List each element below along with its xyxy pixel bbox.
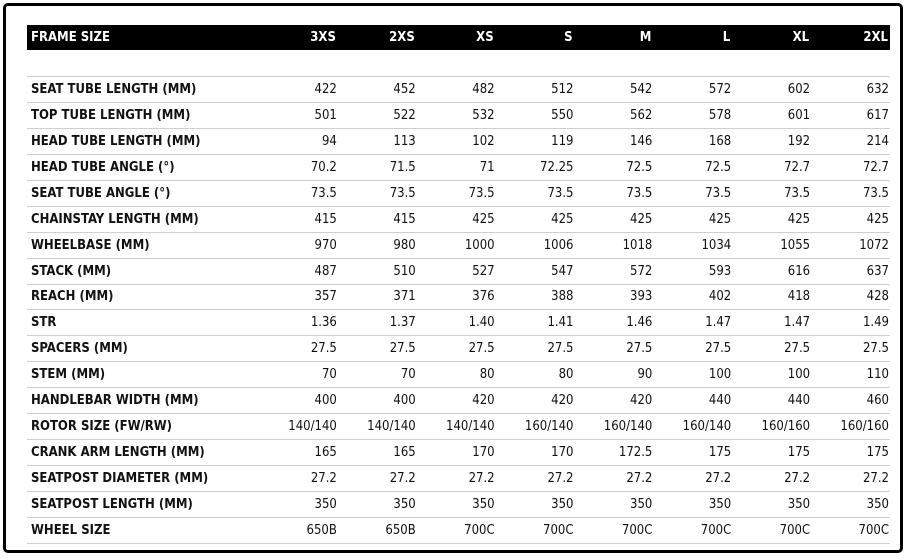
row-label: SPACERS (MM)	[27, 336, 259, 362]
cell-value: 113	[338, 128, 417, 154]
row-label: HEAD TUBE LENGTH (MM)	[27, 128, 259, 154]
cell-value: 160/160	[732, 414, 811, 440]
row-label: HEAD TUBE ANGLE (°)	[27, 154, 259, 180]
cell-value: 980	[338, 232, 417, 258]
header-size: XL	[792, 30, 810, 45]
cell-value: 72.7	[732, 154, 811, 180]
cell-value: 140/140	[338, 414, 417, 440]
row-label: SEATPOST LENGTH (MM)	[27, 492, 259, 518]
cell-value: 617	[811, 102, 890, 128]
row-label: WHEELBASE (MM)	[27, 232, 259, 258]
cell-value: 214	[811, 128, 890, 154]
cell-value: 73.5	[259, 180, 338, 206]
cell-value: 428	[811, 284, 890, 310]
cell-value: 73.5	[496, 180, 575, 206]
cell-value: 376	[417, 284, 496, 310]
cell-value: 1.40	[417, 310, 496, 336]
row-label: SEAT TUBE LENGTH (MM)	[27, 77, 259, 103]
cell-value: 1.49	[811, 310, 890, 336]
cell-value: 420	[496, 388, 575, 414]
cell-value: 27.2	[811, 466, 890, 492]
cell-value: 616	[732, 258, 811, 284]
cell-value: 700C	[417, 517, 496, 543]
cell-value: 420	[575, 388, 654, 414]
cell-value: 602	[732, 77, 811, 103]
cell-value: 650B	[259, 517, 338, 543]
cell-value: 175	[811, 440, 890, 466]
cell-value: 168	[653, 128, 732, 154]
cell-value: 510	[338, 258, 417, 284]
table-row	[27, 128, 890, 154]
table-row	[27, 180, 890, 206]
cell-value: 425	[653, 206, 732, 232]
table-row	[27, 310, 890, 336]
cell-value: 1.46	[575, 310, 654, 336]
cell-value: 73.5	[811, 180, 890, 206]
cell-value: 501	[259, 102, 338, 128]
header-frame-size: FRAME SIZE	[31, 30, 110, 45]
cell-value: 700C	[575, 517, 654, 543]
cell-value: 102	[417, 128, 496, 154]
cell-value: 27.2	[732, 466, 811, 492]
cell-value: 400	[259, 388, 338, 414]
cell-value: 357	[259, 284, 338, 310]
table-row	[27, 466, 890, 492]
cell-value: 27.5	[417, 336, 496, 362]
cell-value: 482	[417, 77, 496, 103]
cell-value: 532	[417, 102, 496, 128]
cell-value: 1.37	[338, 310, 417, 336]
cell-value: 73.5	[653, 180, 732, 206]
table-row	[27, 388, 890, 414]
header-size: 2XS	[389, 30, 415, 45]
cell-value: 160/140	[496, 414, 575, 440]
table-row	[27, 206, 890, 232]
row-label: REACH (MM)	[27, 284, 259, 310]
row-label: CRANK ARM LENGTH (MM)	[27, 440, 259, 466]
cell-value: 1034	[653, 232, 732, 258]
cell-value: 80	[496, 362, 575, 388]
cell-value: 350	[338, 492, 417, 518]
cell-value: 400	[338, 388, 417, 414]
cell-value: 572	[575, 258, 654, 284]
cell-value: 460	[811, 388, 890, 414]
header-size: 2XL	[863, 30, 888, 45]
cell-value: 350	[732, 492, 811, 518]
cell-value: 27.5	[653, 336, 732, 362]
row-label: TOP TUBE LENGTH (MM)	[27, 102, 259, 128]
cell-value: 1006	[496, 232, 575, 258]
table-row	[27, 362, 890, 388]
cell-value: 72.7	[811, 154, 890, 180]
cell-value: 1.41	[496, 310, 575, 336]
table-row	[27, 517, 890, 543]
cell-value: 700C	[653, 517, 732, 543]
cell-value: 350	[417, 492, 496, 518]
geometry-chart-frame	[3, 3, 903, 553]
cell-value: 637	[811, 258, 890, 284]
cell-value: 522	[338, 102, 417, 128]
cell-value: 1000	[417, 232, 496, 258]
cell-value: 27.2	[575, 466, 654, 492]
cell-value: 70	[338, 362, 417, 388]
cell-value: 80	[417, 362, 496, 388]
cell-value: 27.2	[259, 466, 338, 492]
cell-value: 601	[732, 102, 811, 128]
cell-value: 165	[338, 440, 417, 466]
cell-value: 27.5	[811, 336, 890, 362]
cell-value: 27.5	[732, 336, 811, 362]
table-row	[27, 284, 890, 310]
cell-value: 422	[259, 77, 338, 103]
table-row	[27, 102, 890, 128]
cell-value: 175	[732, 440, 811, 466]
header-size: S	[564, 30, 573, 45]
row-label: CHAINSTAY LENGTH (MM)	[27, 206, 259, 232]
cell-value: 170	[496, 440, 575, 466]
cell-value: 402	[653, 284, 732, 310]
cell-value: 27.2	[496, 466, 575, 492]
table-row	[27, 336, 890, 362]
header-row	[27, 25, 890, 50]
cell-value: 512	[496, 77, 575, 103]
cell-value: 165	[259, 440, 338, 466]
cell-value: 175	[653, 440, 732, 466]
cell-value: 578	[653, 102, 732, 128]
cell-value: 1.36	[259, 310, 338, 336]
row-label: SEATPOST DIAMETER (MM)	[27, 466, 259, 492]
cell-value: 425	[732, 206, 811, 232]
cell-value: 27.2	[417, 466, 496, 492]
cell-value: 72.5	[653, 154, 732, 180]
cell-value: 160/160	[811, 414, 890, 440]
header-size: L	[722, 30, 731, 45]
spacer-row	[27, 50, 890, 77]
geometry-table	[27, 25, 890, 544]
row-label: STEM (MM)	[27, 362, 259, 388]
header-size: XS	[476, 30, 494, 45]
cell-value: 440	[732, 388, 811, 414]
cell-value: 172.5	[575, 440, 654, 466]
cell-value: 452	[338, 77, 417, 103]
cell-value: 393	[575, 284, 654, 310]
cell-value: 425	[496, 206, 575, 232]
cell-value: 371	[338, 284, 417, 310]
row-label: WHEEL SIZE	[27, 517, 259, 543]
cell-value: 572	[653, 77, 732, 103]
cell-value: 700C	[732, 517, 811, 543]
cell-value: 970	[259, 232, 338, 258]
cell-value: 388	[496, 284, 575, 310]
cell-value: 425	[811, 206, 890, 232]
cell-value: 27.2	[653, 466, 732, 492]
cell-value: 440	[653, 388, 732, 414]
cell-value: 192	[732, 128, 811, 154]
cell-value: 160/140	[575, 414, 654, 440]
cell-value: 72.5	[575, 154, 654, 180]
cell-value: 418	[732, 284, 811, 310]
cell-value: 415	[259, 206, 338, 232]
cell-value: 350	[653, 492, 732, 518]
cell-value: 170	[417, 440, 496, 466]
row-label: STACK (MM)	[27, 258, 259, 284]
cell-value: 73.5	[575, 180, 654, 206]
cell-value: 562	[575, 102, 654, 128]
cell-value: 140/140	[259, 414, 338, 440]
cell-value: 73.5	[417, 180, 496, 206]
cell-value: 27.5	[575, 336, 654, 362]
cell-value: 350	[496, 492, 575, 518]
cell-value: 73.5	[338, 180, 417, 206]
table-row	[27, 258, 890, 284]
table-row	[27, 232, 890, 258]
table-row	[27, 154, 890, 180]
cell-value: 100	[732, 362, 811, 388]
table-row	[27, 492, 890, 518]
cell-value: 350	[259, 492, 338, 518]
row-label: ROTOR SIZE (FW/RW)	[27, 414, 259, 440]
cell-value: 71.5	[338, 154, 417, 180]
cell-value: 110	[811, 362, 890, 388]
cell-value: 1055	[732, 232, 811, 258]
cell-value: 350	[575, 492, 654, 518]
cell-value: 71	[417, 154, 496, 180]
table-row	[27, 77, 890, 103]
cell-value: 27.5	[338, 336, 417, 362]
cell-value: 73.5	[732, 180, 811, 206]
table-row	[27, 440, 890, 466]
table-row	[27, 414, 890, 440]
cell-value: 550	[496, 102, 575, 128]
row-label: SEAT TUBE ANGLE (°)	[27, 180, 259, 206]
cell-value: 72.25	[496, 154, 575, 180]
cell-value: 27.5	[259, 336, 338, 362]
cell-value: 70.2	[259, 154, 338, 180]
cell-value: 27.5	[496, 336, 575, 362]
cell-value: 1072	[811, 232, 890, 258]
row-label: STR	[27, 310, 259, 336]
cell-value: 94	[259, 128, 338, 154]
cell-value: 487	[259, 258, 338, 284]
cell-value: 1018	[575, 232, 654, 258]
cell-value: 700C	[496, 517, 575, 543]
row-label: HANDLEBAR WIDTH (MM)	[27, 388, 259, 414]
cell-value: 425	[575, 206, 654, 232]
cell-value: 650B	[338, 517, 417, 543]
cell-value: 350	[811, 492, 890, 518]
cell-value: 140/140	[417, 414, 496, 440]
cell-value: 632	[811, 77, 890, 103]
cell-value: 1.47	[732, 310, 811, 336]
cell-value: 415	[338, 206, 417, 232]
cell-value: 542	[575, 77, 654, 103]
cell-value: 1.47	[653, 310, 732, 336]
header-size: M	[639, 30, 652, 45]
cell-value: 27.2	[338, 466, 417, 492]
cell-value: 146	[575, 128, 654, 154]
cell-value: 119	[496, 128, 575, 154]
cell-value: 160/140	[653, 414, 732, 440]
header-size: 3XS	[310, 30, 336, 45]
cell-value: 420	[417, 388, 496, 414]
cell-value: 527	[417, 258, 496, 284]
cell-value: 425	[417, 206, 496, 232]
cell-value: 70	[259, 362, 338, 388]
cell-value: 593	[653, 258, 732, 284]
cell-value: 700C	[811, 517, 890, 543]
cell-value: 100	[653, 362, 732, 388]
cell-value: 547	[496, 258, 575, 284]
cell-value: 90	[575, 362, 654, 388]
